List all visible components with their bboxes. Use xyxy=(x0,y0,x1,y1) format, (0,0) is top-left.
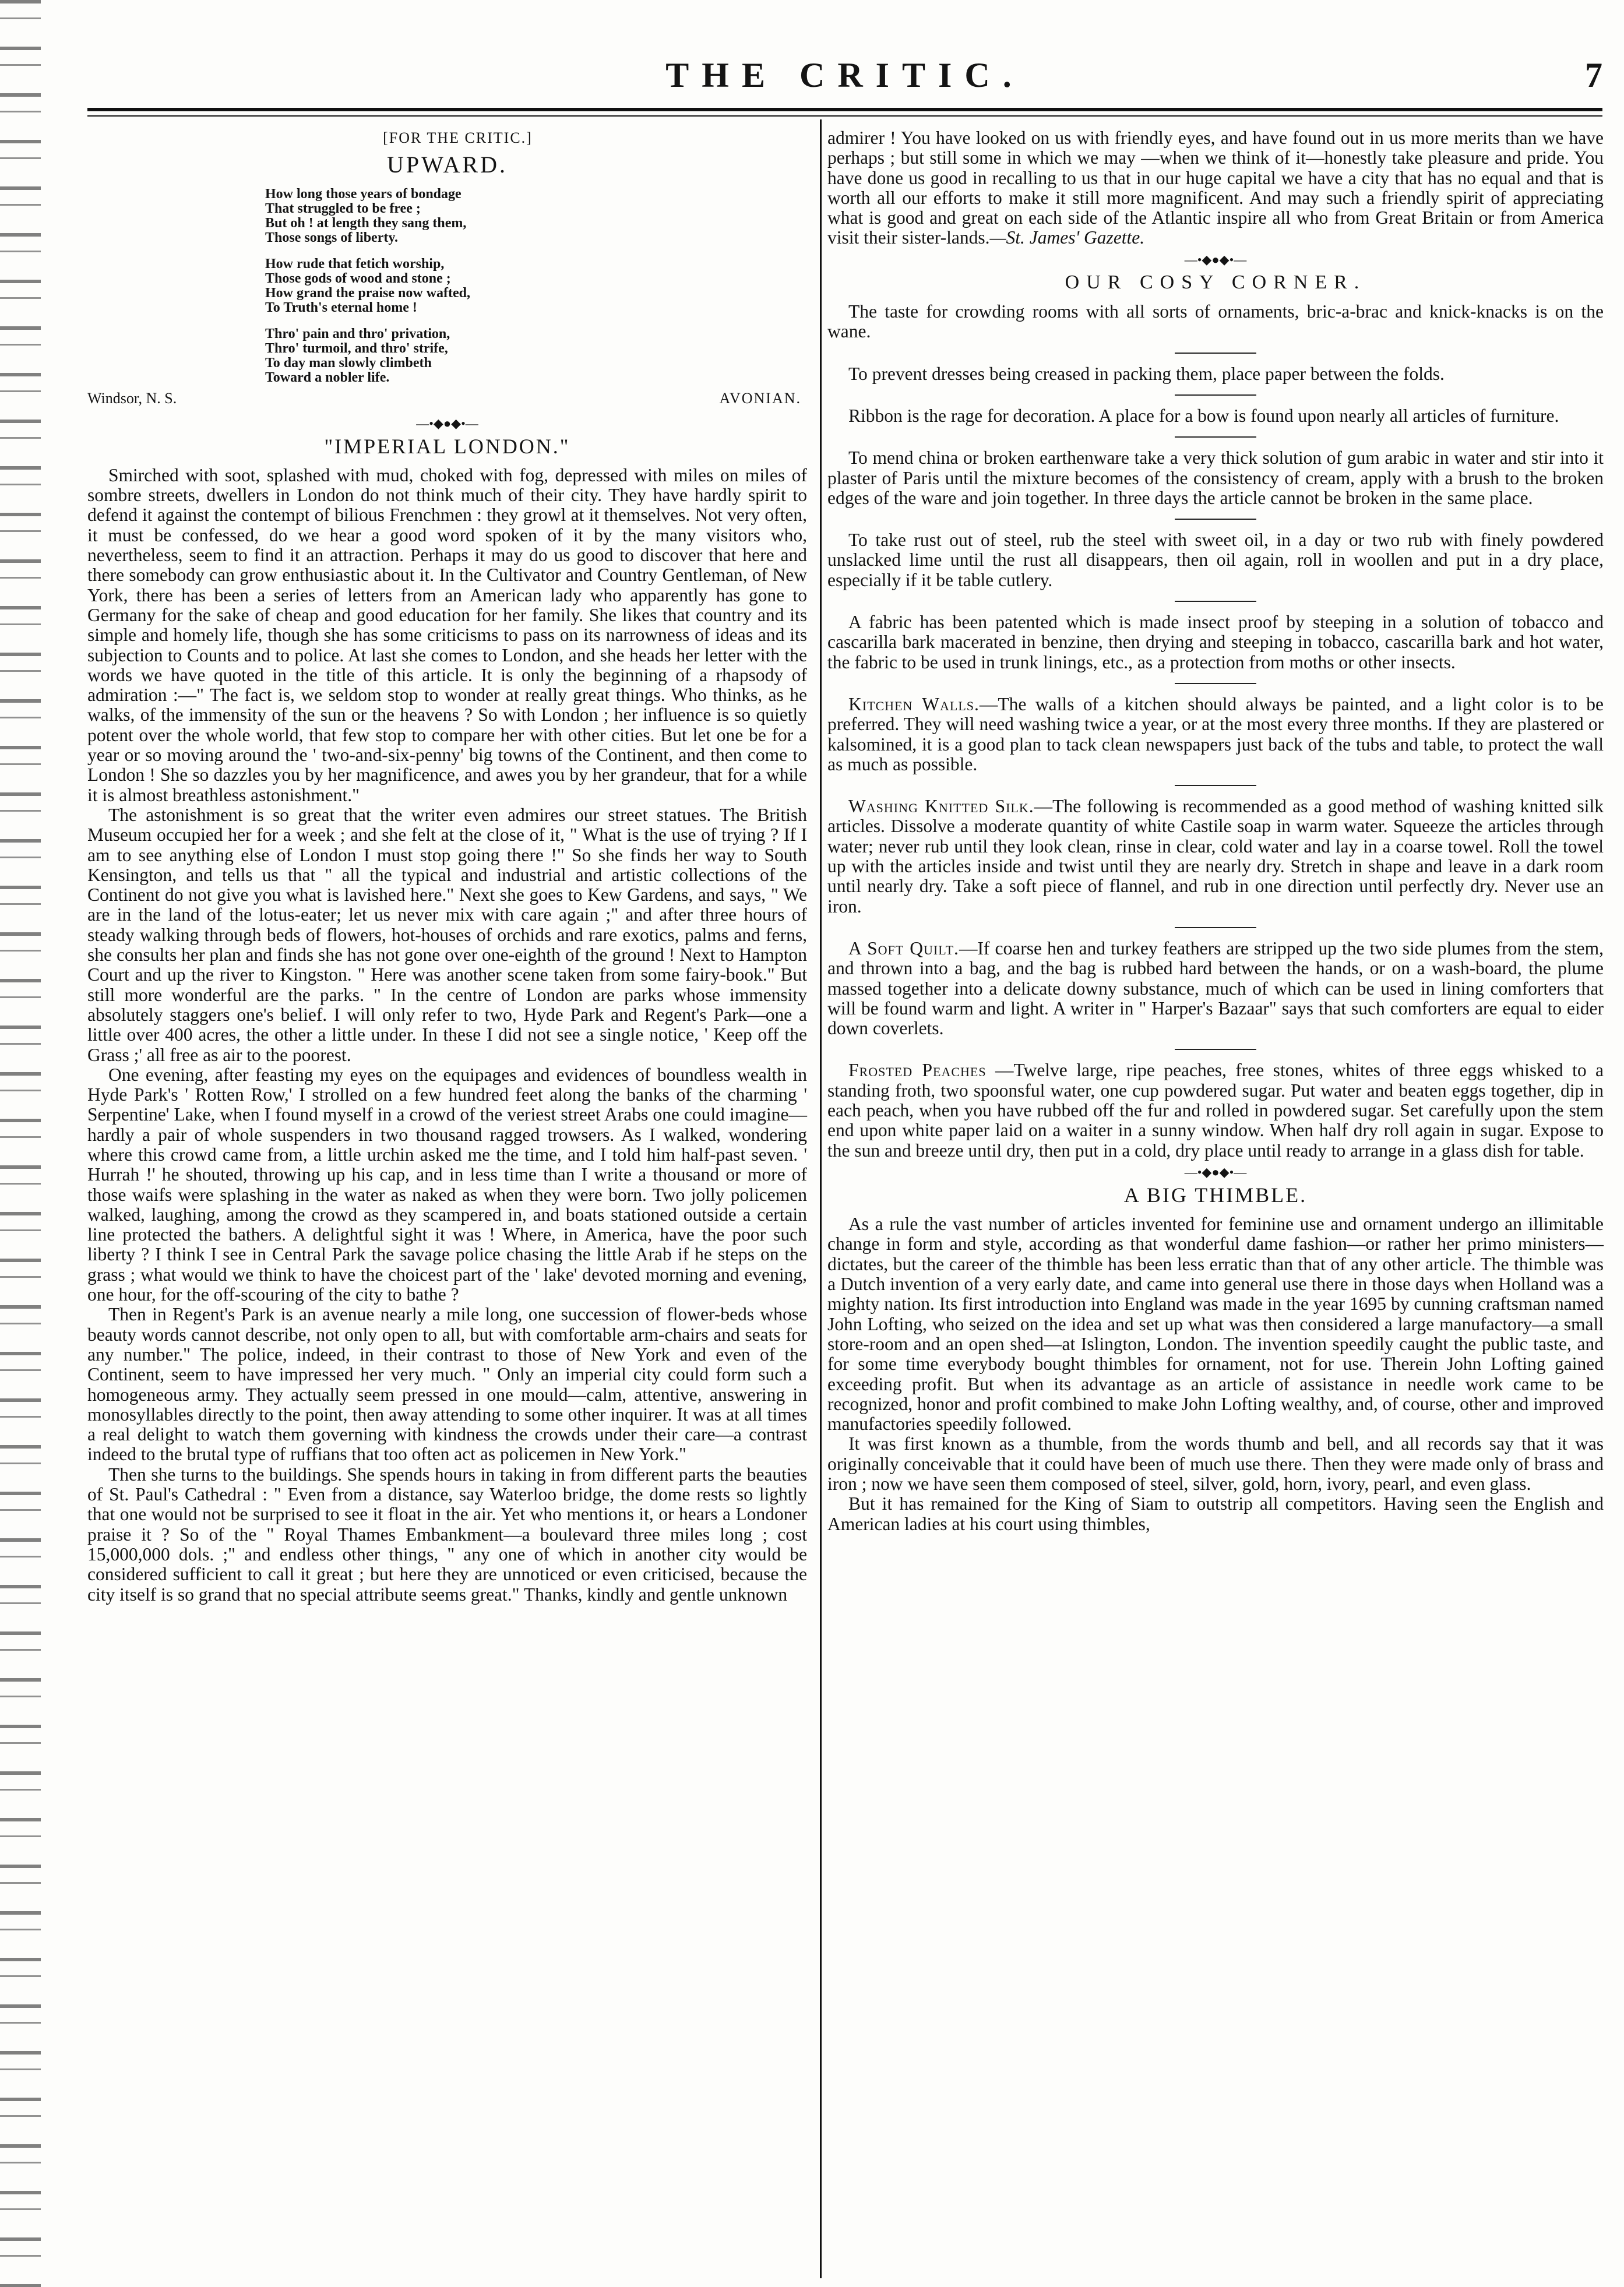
tip-lead: Kitchen Walls. xyxy=(848,693,980,714)
poem-line: Those songs of liberty. xyxy=(265,230,399,245)
paragraph-rule xyxy=(1175,601,1256,602)
continuation-text: admirer ! You have looked on us with friendly eyes, and have found out in us more merits than we have perhaps ; but still some in which we may —when we think of it—honestly take pleasure and pride. You have done us good in recalling to us that in our huge capital we have a city that has no equal and that is worth all our efforts to make it still more magnificent. And may such a friendly spirit of appreciating what is good and great on each side of the Atlantic inspire all who from Great Britain or from America visit their sister-lands. xyxy=(827,128,1604,248)
cosy-corner-section xyxy=(827,273,1604,1161)
article-title: "IMPERIAL LONDON." xyxy=(324,434,570,458)
tip-item xyxy=(827,406,1604,426)
right-column xyxy=(827,128,1604,1534)
article-paragraph: One evening, after feasting my eyes on the equipages and evidences of boundless wealth in Hyde Park's ' Rotten Row,' I strolled on a few hundred feet along the banks of the charming ' Serpentine' Lake, when I found myself in a crowd of the veriest street Arabs one could imagine—hardly a pair of whole suspenders in two thousand ragged trowsers. As I walked, wondering where this crowd came from, a little urchin asked me the time, and I told him half-past seven. ' Hurrah !' he shouted, throwing up his cap, and in less time than I write a thousand or more of those waifs were splashing in the water as naked as when they were born. Two jolly policemen walked, laughing, among the crowd as they scampered in, and boats stationed outside a certain line protected the bathers. A delightful sight it was ! Where, in America, have the poor such liberty ? I think I see in Central Park the savage police chasing the little Arab if he steps on the grass ; what would we think to have the choicest part of the ' lake' devoted morning and evening, one hour, for the off-scouring of the city to bathe ? xyxy=(87,1064,807,1305)
poem-line: How grand the praise now wafted, xyxy=(265,285,470,301)
poem-line: But oh ! at length they sang them, xyxy=(265,215,467,231)
poem-stanza xyxy=(265,187,807,245)
poem-line: Toward a nobler life. xyxy=(265,369,390,385)
header-rule-thin xyxy=(87,115,1602,117)
left-column xyxy=(87,128,807,1605)
paragraph-rule xyxy=(1175,683,1256,684)
tip-text: —The following is recommended as a good method of washing knitted silk articles. Dissolve a moderate quantity of white Castile soap in warm water. Squeeze the articles through water; never rub until they look clean, rinse in clear, cold water and lay in a coarse towel. Roll the towel up with the articles inside and twist until they are nearly dry. Stretch in shape and leave in a dark room until nearly dry. Take a soft piece of flannel, and rub in one direction until perfectly dry. Never use an iron. xyxy=(827,796,1604,917)
poem-line: To Truth's eternal home ! xyxy=(265,299,417,315)
poem xyxy=(87,128,807,412)
article-paragraph: Then she turns to the buildings. She spends hours in taking in from different parts the beauties of St. Paul's Cathedral : " Even from a distance, say Waterloo bridge, the dome rests so lightly that one would not be surprised to see it float in the air. Yet who mentions it, or hears a Londoner praise it ? So of the " Royal Thames Embankment—a boulevard three miles long ; cost 15,000,000 dols. ;" and endless other things, " any one of which in another city would be considered sufficient to call it great ; but here they are unnoticed or even criticised, because the city itself is so grand that no special attribute seems great." Thanks, kindly and gentle unknown xyxy=(87,1464,807,1605)
paragraph-rule xyxy=(1175,927,1256,928)
ornament-divider: —•◆●◆•— xyxy=(416,415,478,431)
article-big-thimble xyxy=(827,1185,1604,1534)
tip-text: To mend china or broken earthenware take a very thick solution of gum arabic in water and stir into it plaster of Paris until the mixture becomes of the consistency of cream, apply with a brush to the broken edges of the ware and join together. In three days the article cannot be broken in the same place. xyxy=(827,447,1604,508)
paragraph-rule xyxy=(1175,353,1256,354)
tip-item xyxy=(827,797,1604,917)
ornament-divider: —•◆●◆•— xyxy=(1184,252,1247,267)
article-paragraph: Smirched with soot, splashed with mud, choked with fog, depressed with miles on miles of sombre streets, dwellers in London do not think much of their city. They have hardly spirit to defend it against the contempt of bilious Frenchmen : they growl at it themselves. Not very often, it must be confessed, do we hear a good word spoken of it by the many visitors who, nevertheless, seem to find it an attraction. Perhaps it may do us good to discover that here and there somebody can grow enthusiastic about it. In the Cultivator and Country Gentleman, of New York, there has been a series of letters from an American lady who apparently has gone to Germany for the sake of cheap and good education for her family. She likes that country and its simple and homely life, though she has some criticisms to pass on its narrowness of ideas and its subjection to Counts and to police. At last she comes to London, and she heads her letter with the words we have quoted in the title of this article. It is only the beginning of a rhapsody of admiration :—" The fact is, we seldom stop to wonder at really great things. Who thinks, as he walks, of the immensity of the sun or the heavens ? So with London ; her influence is so quietly potent over the whole world, that few stop to compare her with other cities. But let one be for a year or so moving around the ' two-and-six-penny' big towns of the Continent, and then come to London ! She so dazzles you by her magnificence, and awes you by her grandeur, that for a while it is almost breathless astonishment." xyxy=(87,464,807,805)
paragraph-rule xyxy=(1175,785,1256,786)
poem-line: Those gods of wood and stone ; xyxy=(265,270,451,286)
tip-text: Ribbon is the rage for decoration. A place for a bow is found upon nearly all articles of furniture. xyxy=(848,405,1559,426)
tip-text: A fabric has been patented which is made insect proof by steeping in a solution of tobacco and cascarilla bark macerated in benzine, then drying and steeping in tobacco, cascarilla bark and hot water, the fabric to be used in trunk linings, etc., as a protection from moths or other insects. xyxy=(827,612,1604,672)
tip-item xyxy=(827,939,1604,1038)
paragraph-rule xyxy=(1175,1049,1256,1050)
masthead xyxy=(87,55,1602,102)
poem-line: How long those years of bondage xyxy=(265,186,462,202)
newspaper-title: THE CRITIC. xyxy=(665,56,1024,94)
page-number: 7 xyxy=(1585,56,1602,94)
tip-lead: A Soft Quilt. xyxy=(848,938,959,959)
ornament-divider: —•◆●◆•— xyxy=(1184,1164,1247,1179)
article-paragraph: As a rule the vast number of articles invented for feminine use and ornament undergo an illimitable change in form and style, according as that wonderful dame fashion—or rather her primo ministers—dictates, but the career of the thimble has been less erratic than that of any other article. The thimble was a Dutch invention of a very early date, and came into general use there in those days when Holland was a mighty nation. Its first introduction into England was made in the year 1695 by cunning craftsman named John Lofting, who seized on the idea and set up what was then considered a large manufactory—a small store-room and an open shed—at Islington, London. The invention speedily caught the public taste, and for some time everybody bought thimbles for ornament, not for use. Therein John Lofting gained exceeding profit. But when its advantage as an article of assistance in needle work came to be recognized, honor and profit combined to make John Lofting wealthy, and, of course, other and improved manufactories speedily followed. xyxy=(827,1214,1604,1435)
article-continuation xyxy=(827,128,1604,248)
tip-item xyxy=(827,695,1604,774)
tip-item xyxy=(827,530,1604,590)
poem-line: How rude that fetich worship, xyxy=(265,256,445,272)
paragraph-rule xyxy=(1175,394,1256,396)
tip-lead: Frosted Peaches xyxy=(848,1060,987,1081)
continuation-source: —St. James' Gazette. xyxy=(989,227,1145,248)
tip-item xyxy=(827,448,1604,508)
poem-line: To day man slowly climbeth xyxy=(265,355,432,371)
tip-text: To prevent dresses being creased in packing them, place paper between the folds. xyxy=(848,363,1445,384)
tip-text: To take rust out of steel, rub the steel with sweet oil, in a day or two rub with finely powdered unslacked lime until the rust all disappears, then oil again, roll in woollen and put in a dry place, especially if it be table cutlery. xyxy=(827,530,1604,590)
tip-text: —The walls of a kitchen should always be painted, and a light color is to be preferred. They will need washing twice a year, or at the most every three months. If they are plastered or kalsomined, it is a good plan to tack clean newspapers just back of the tubs and table, to protect the wall as much as possible. xyxy=(827,693,1604,774)
tip-text: The taste for crowding rooms with all sorts of ornaments, bric-a-brac and knick-knacks is on the wane. xyxy=(827,301,1604,342)
article-title: A BIG THIMBLE. xyxy=(1123,1183,1308,1207)
article-imperial-london xyxy=(87,436,807,1605)
article-paragraph: It was first known as a thumble, from the words thumb and bell, and all records say that it was originally conceivable that it could have been of much use there. Then they were made only of brass and iron ; now we have seen them composed of steel, silver, gold, horn, ivory, pearl, and even glass. xyxy=(827,1433,1604,1495)
poem-stanza xyxy=(265,257,807,315)
tip-lead: Washing Knitted Silk. xyxy=(848,796,1034,817)
section-title: OUR COSY CORNER. xyxy=(1065,271,1366,293)
tip-item xyxy=(827,364,1604,384)
article-paragraph: The astonishment is so great that the writer even admires our street statues. The British Museum occupied her for a week ; and she felt at the close of it, " What is the use of trying ? If I am to see anything else of London I must stop going there !" So she finds her way to South Kensington, and tells us that " all the typical and industrial and artistic collections of the Continent do not give you what is lavished here." Next she goes to Kew Gardens, and says, " We are in the land of the lotus-eater; let us never mix with care again ;" and after three hours of steady walking through beds of flowers, hot-houses of orchids and rare exotics, palms and ferns, she consults her plan and finds she has not gone over one-eighth of the ground ! Next to Hampton Court and up the river to Kingston. " Here was another scene taken from some fairy-book." But still more wonderful are the parks. " In the centre of London are parks whose immensity absolutely staggers one's belief. I will only refer to two, Hyde Park and Regent's Park—one a little over 400 acres, the other a little under. In these I did not see a single notice, ' Keep off the Grass ;' all free as air to the poorest. xyxy=(87,804,807,1065)
header-rule-thick xyxy=(87,108,1602,111)
poem-stanza xyxy=(265,327,807,385)
poem-place: Windsor, N. S. xyxy=(87,389,177,407)
tip-text: —If coarse hen and turkey feathers are stripped up the two side plumes from the stem, and thrown into a bag, and the bag is rubbed hard between the hands, or on a wash-board, the plume massed together into a delicate downy substance, much of which can be used in lining comforters that will be found warm and light. A writer in " Harper's Bazaar" says that such comforters are equal to eider down coverlets. xyxy=(827,938,1604,1039)
poem-source-note: [FOR THE CRITIC.] xyxy=(383,129,533,146)
paragraph-rule xyxy=(1175,519,1256,520)
article-paragraph: Then in Regent's Park is an avenue nearly a mile long, one succession of flower-beds whose beauty words cannot describe, not only open to all, but with comfortable arm-chairs and seats for any number." The police, indeed, in their contrast to those of New York and even of the Continent, seem to have impressed her very much. " Only an imperial city could form such a homogeneous army. They actually seem pressed in one mould—calm, attentive, answering in monosyllables directly to the point, then away attending to some other inquirer. It was at all times a real delight to watch them governing with kindness the crowds under their care—a contrast indeed to the brutal type of ruffians that too often act as policemen in New York." xyxy=(87,1304,807,1465)
tip-item xyxy=(827,302,1604,342)
poem-line: Thro' turmoil, and thro' strife, xyxy=(265,340,448,356)
tip-item xyxy=(827,1060,1604,1160)
article-paragraph: But it has remained for the King of Siam to outstrip all competitors. Having seen the English and American ladies at his court using thimbles, xyxy=(827,1493,1604,1534)
poem-line: That struggled to be free ; xyxy=(265,200,421,216)
tip-text: —Twelve large, ripe peaches, free stones, whites of three eggs whisked to a standing froth, two spoonsful water, one cup powdered sugar. Put water and beaten eggs together, dip in each peach, when you have rubbed off the fur and rolled in powdered sugar. Set carefully upon the stem end upon white paper laid on a waiter in a sunny window. When half dry roll again in sugar. Expose to the sun and breeze until dry, then put in a cold, dry place until ready to arrange in a glass dish for table. xyxy=(827,1060,1604,1161)
column-separator xyxy=(820,119,822,2278)
poem-signature xyxy=(87,389,807,412)
paragraph-rule xyxy=(1175,436,1256,438)
poem-title: UPWARD. xyxy=(387,151,508,178)
tip-item xyxy=(827,612,1604,672)
scan-edge-artifact xyxy=(0,0,41,2287)
poem-line: Thro' pain and thro' privation, xyxy=(265,326,450,341)
poem-author: AVONIAN. xyxy=(719,389,801,407)
